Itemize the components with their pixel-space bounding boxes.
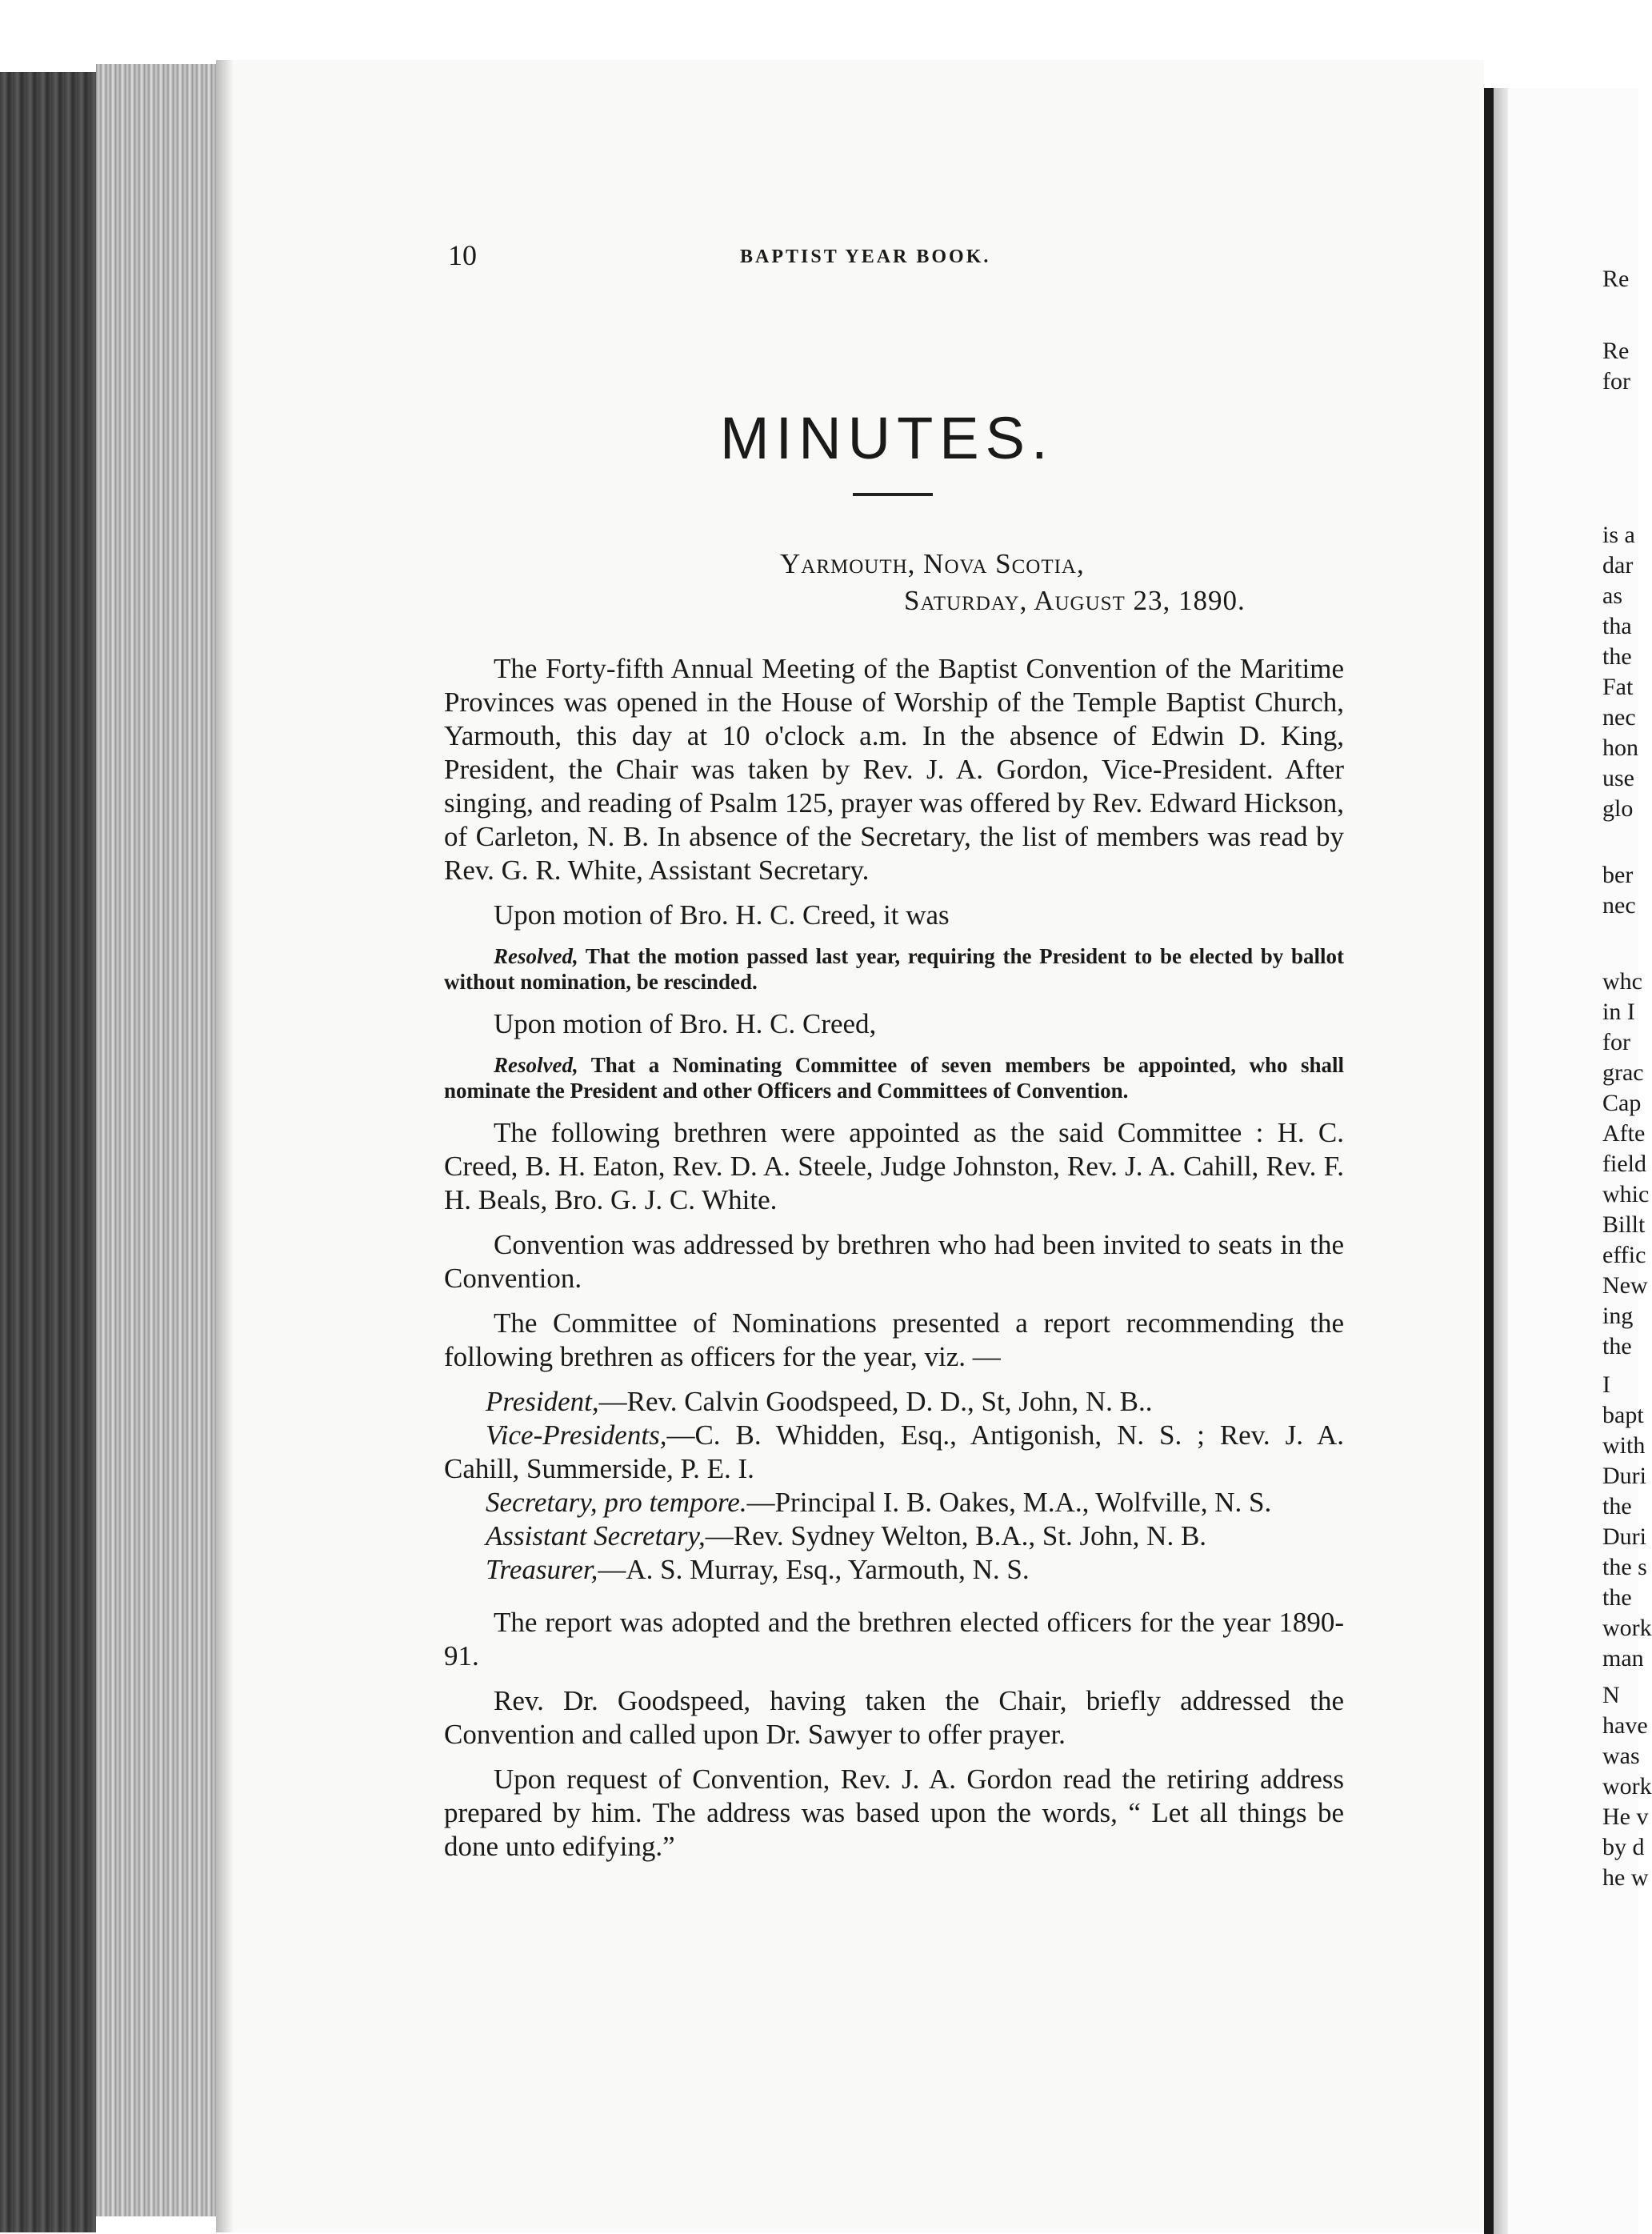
- right-page-fragment: N: [1602, 1682, 1620, 1708]
- right-page-fragment: the: [1602, 1333, 1632, 1359]
- right-page-fragment: Re: [1602, 338, 1630, 364]
- resolution-2-text: That a Nominating Committee of seven members be appointed, who shall nominate the President and other Officers and Committees of Convention.: [444, 1053, 1344, 1103]
- officer-name: —A. S. Murray, Esq., Yarmouth, N. S.: [598, 1554, 1030, 1585]
- right-page-fragment: hon: [1602, 735, 1638, 761]
- officer-assistant-secretary: [444, 1519, 1344, 1553]
- paragraph-opening: The Forty-fifth Annual Meeting of the Baptist Convention of the Maritime Provinces was opened in the House of Worship of the Temple Baptist Church, Yarmouth, this day at 10 o'clock a.m. In the absence of Edwin D. King, President, the Chair was taken by Rev. J. A. Gordon, Vice-President. After singing, and reading of Psalm 125, prayer was offered by Rev. Edward Hickson, of Carleton, N. B. In absence of the Secretary, the list of members was read by Rev. G. R. White, Assistant Secretary.: [444, 653, 1344, 886]
- right-page-fragment: for: [1602, 368, 1630, 394]
- right-page-fragment: New: [1602, 1272, 1648, 1299]
- right-page-fragment: he w: [1602, 1864, 1649, 1891]
- right-page-fragment: effic: [1602, 1242, 1646, 1268]
- resolution-1-text: That the motion passed last year, requiring the President to be elected by ballot without nomination, be rescinded.: [444, 944, 1344, 994]
- right-page-fragment: Duri: [1602, 1523, 1646, 1550]
- running-title: BAPTIST YEAR BOOK.: [740, 246, 991, 267]
- officer-treasurer: [444, 1553, 1344, 1587]
- right-page-fragment: glo: [1602, 795, 1634, 822]
- right-page-fragment: ber: [1602, 862, 1634, 888]
- paragraph-nominations: The Committee of Nominations presented a report recommending the following brethren as officers for the year, viz. —: [444, 1307, 1344, 1372]
- officer-role: Secretary, pro tempore.: [486, 1487, 747, 1518]
- right-page-fragment: the: [1602, 1584, 1632, 1611]
- officer-role: Treasurer,: [486, 1554, 598, 1585]
- right-page-fragment: nec: [1602, 704, 1636, 731]
- officer-vice-presidents: [444, 1419, 1344, 1486]
- officer-name: —C. B. Whidden, Esq., Antigonish, N. S. ; Rev. J. A. Cahill, Summerside, P. E. I.: [444, 1419, 1344, 1484]
- officer-role: Vice-Presidents,: [486, 1419, 667, 1451]
- right-page: [1508, 88, 1652, 2234]
- paragraph-motion-1: Upon motion of Bro. H. C. Creed, it was: [494, 899, 950, 931]
- right-page-fragment: use: [1602, 765, 1634, 791]
- resolution-2-label: Resolved,: [494, 1053, 578, 1077]
- right-page-fragment: grac: [1602, 1059, 1644, 1086]
- right-page-fragment: tha: [1602, 613, 1632, 639]
- resolution-1: [444, 943, 1344, 995]
- minutes-body: [444, 652, 1344, 1875]
- page-stack-edge: [96, 64, 216, 2216]
- dateline-date: Saturday, August 23, 1890.: [904, 585, 1246, 616]
- right-page-fragment: for: [1602, 1029, 1630, 1055]
- paragraph-goodspeed: Rev. Dr. Goodspeed, having taken the Chair, briefly addressed the Convention and called upon Dr. Sawyer to offer prayer.: [444, 1685, 1344, 1750]
- right-page-fragment: I: [1602, 1371, 1610, 1398]
- right-page-fragment: with: [1602, 1432, 1646, 1459]
- paragraph-motion-2: Upon motion of Bro. H. C. Creed,: [494, 1008, 877, 1039]
- page-number: 10: [448, 239, 477, 271]
- officer-president: [444, 1385, 1344, 1419]
- right-page-fragment: the s: [1602, 1554, 1647, 1580]
- officer-role: Assistant Secretary,: [486, 1520, 706, 1551]
- page-shadow: [216, 60, 234, 2232]
- officer-name: —Rev. Calvin Goodspeed, D. D., St, John, N. B..: [598, 1386, 1153, 1417]
- right-page-fragment: work: [1602, 1773, 1652, 1800]
- right-page-fragment: as: [1602, 583, 1622, 609]
- right-page-fragment: have: [1602, 1712, 1648, 1739]
- right-page-fragment: was: [1602, 1743, 1640, 1769]
- right-page-fragment: the: [1602, 1493, 1632, 1519]
- right-page-fragment: ing: [1602, 1303, 1634, 1329]
- right-page-fragment: Billt: [1602, 1211, 1646, 1238]
- right-page-fragment: Re: [1602, 266, 1630, 292]
- paragraph-adopted: The report was adopted and the brethren elected officers for the year 1890-91.: [444, 1607, 1344, 1671]
- heading-rule: [853, 493, 933, 496]
- dateline-place: Yarmouth, Nova Scotia,: [780, 548, 1085, 579]
- right-page-fragment: bapt: [1602, 1402, 1644, 1428]
- officer-name: —Rev. Sydney Welton, B.A., St. John, N. B.: [705, 1520, 1207, 1551]
- right-page-fragment: field: [1602, 1151, 1646, 1177]
- right-page-fragment: whc: [1602, 968, 1642, 995]
- officer-name: —Principal I. B. Oakes, M.A., Wolfville, N. S.: [746, 1487, 1272, 1518]
- right-page-fragment: Cap: [1602, 1090, 1642, 1116]
- paragraph-addressed: Convention was addressed by brethren who had been invited to seats in the Convention.: [444, 1229, 1344, 1294]
- book-gutter: [1484, 88, 1494, 2234]
- page-heading: MINUTES.: [720, 405, 1054, 471]
- right-page-fragment: is a: [1602, 522, 1635, 548]
- resolution-1-label: Resolved,: [494, 944, 578, 968]
- right-page-fragment: Afte: [1602, 1120, 1646, 1147]
- right-page-fragment: He v: [1602, 1804, 1649, 1830]
- paragraph-committee: The following brethren were appointed as the said Committee : H. C. Creed, B. H. Eaton, Rev. D. A. Steele, Judge Johnston, Rev. J. A. Cahill, Rev. F. H. Beals, Bro. G. J. C. White.: [444, 1117, 1344, 1215]
- officer-secretary: [444, 1486, 1344, 1519]
- right-page-fragment: man: [1602, 1645, 1644, 1671]
- right-page-fragment: whic: [1602, 1181, 1650, 1207]
- right-page-fragment: the: [1602, 643, 1632, 670]
- right-page-fragment: Duri: [1602, 1463, 1646, 1489]
- resolution-2: [444, 1052, 1344, 1103]
- officer-role: President,: [486, 1386, 599, 1417]
- book-cover-edge: [0, 72, 96, 2232]
- paragraph-retiring-address: Upon request of Convention, Rev. J. A. Gordon read the retiring address prepared by him. The address was based upon the words, “ Let all things be done unto edifying.”: [444, 1764, 1344, 1862]
- right-page-fragment: dar: [1602, 552, 1634, 579]
- right-page-fragment: work: [1602, 1615, 1652, 1641]
- right-page-fragment: Fat: [1602, 674, 1634, 700]
- right-page-fragment: in I: [1602, 999, 1635, 1025]
- right-page-fragment: nec: [1602, 892, 1636, 919]
- right-page-fragment: by d: [1602, 1834, 1645, 1860]
- officers-list: [444, 1385, 1344, 1587]
